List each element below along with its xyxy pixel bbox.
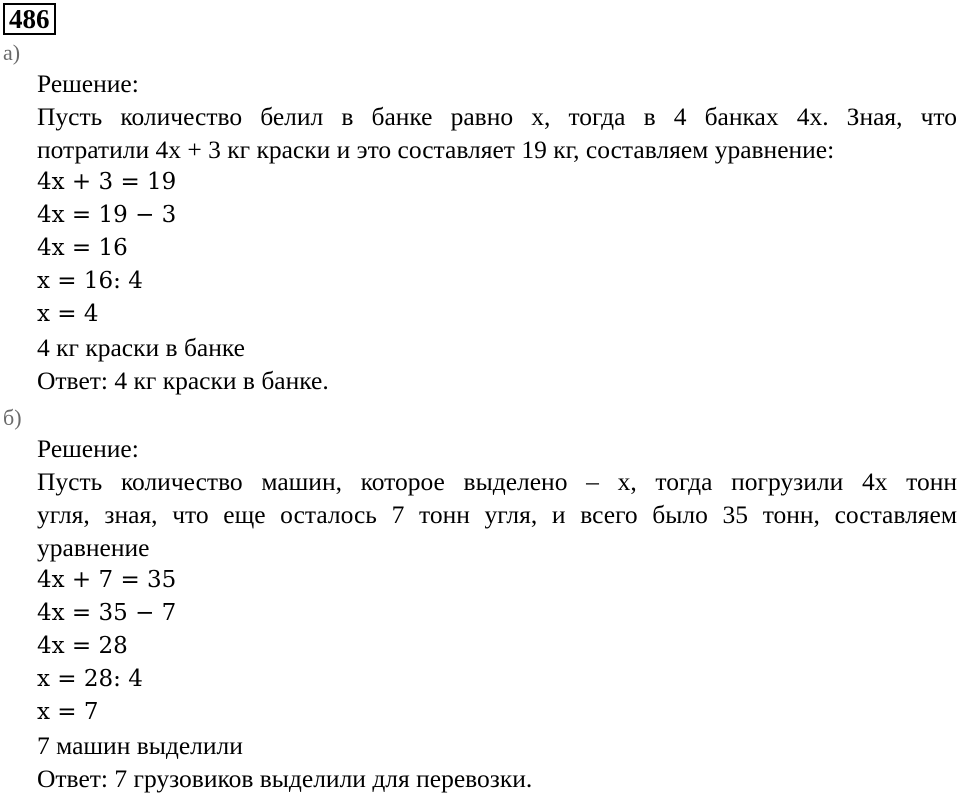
solution-block-b (37, 432, 957, 795)
equation-line: x = 4 (37, 301, 99, 327)
text-line: уравнение (37, 533, 150, 562)
answer-line: Ответ: 4 кг краски в банке. (37, 366, 329, 395)
part-label-b: б) (3, 405, 22, 430)
task-number: 486 (3, 3, 56, 35)
equation-line: x = 28: 4 (37, 666, 143, 692)
text-line: 7 машин выделили (37, 731, 243, 760)
equation-line: 4x + 7 = 35 (37, 567, 177, 593)
text-line: 4 кг краски в банке (37, 333, 245, 362)
text-line: угля, зная, что еще осталось 7 тонн угля, и всего было 35 тонн, составляем (37, 500, 957, 529)
equation-line: 4x = 28 (37, 633, 128, 659)
equation-line: 4x = 35 − 7 (37, 600, 177, 626)
text-line: Пусть количество машин, которое выделено – x, тогда погрузили 4x тонн (37, 467, 957, 496)
equation-line: x = 16: 4 (37, 268, 143, 294)
solution-heading: Решение: (37, 69, 139, 98)
solution-heading: Решение: (37, 434, 139, 463)
solution-block-a (37, 67, 957, 397)
answer-line: Ответ: 7 грузовиков выделили для перевозки. (37, 764, 533, 793)
text-line: Пусть количество белил в банке равно x, тогда в 4 банках 4x. Зная, что (37, 102, 957, 131)
text-line: потратили 4x + 3 кг краски и это составляет 19 кг, составляем уравнение: (37, 135, 835, 164)
equation-line: x = 7 (37, 699, 99, 725)
equation-line: 4x = 19 − 3 (37, 202, 177, 228)
equation-line: 4x + 3 = 19 (37, 169, 177, 195)
equation-line: 4x = 16 (37, 235, 128, 261)
part-label-a: а) (3, 40, 21, 65)
